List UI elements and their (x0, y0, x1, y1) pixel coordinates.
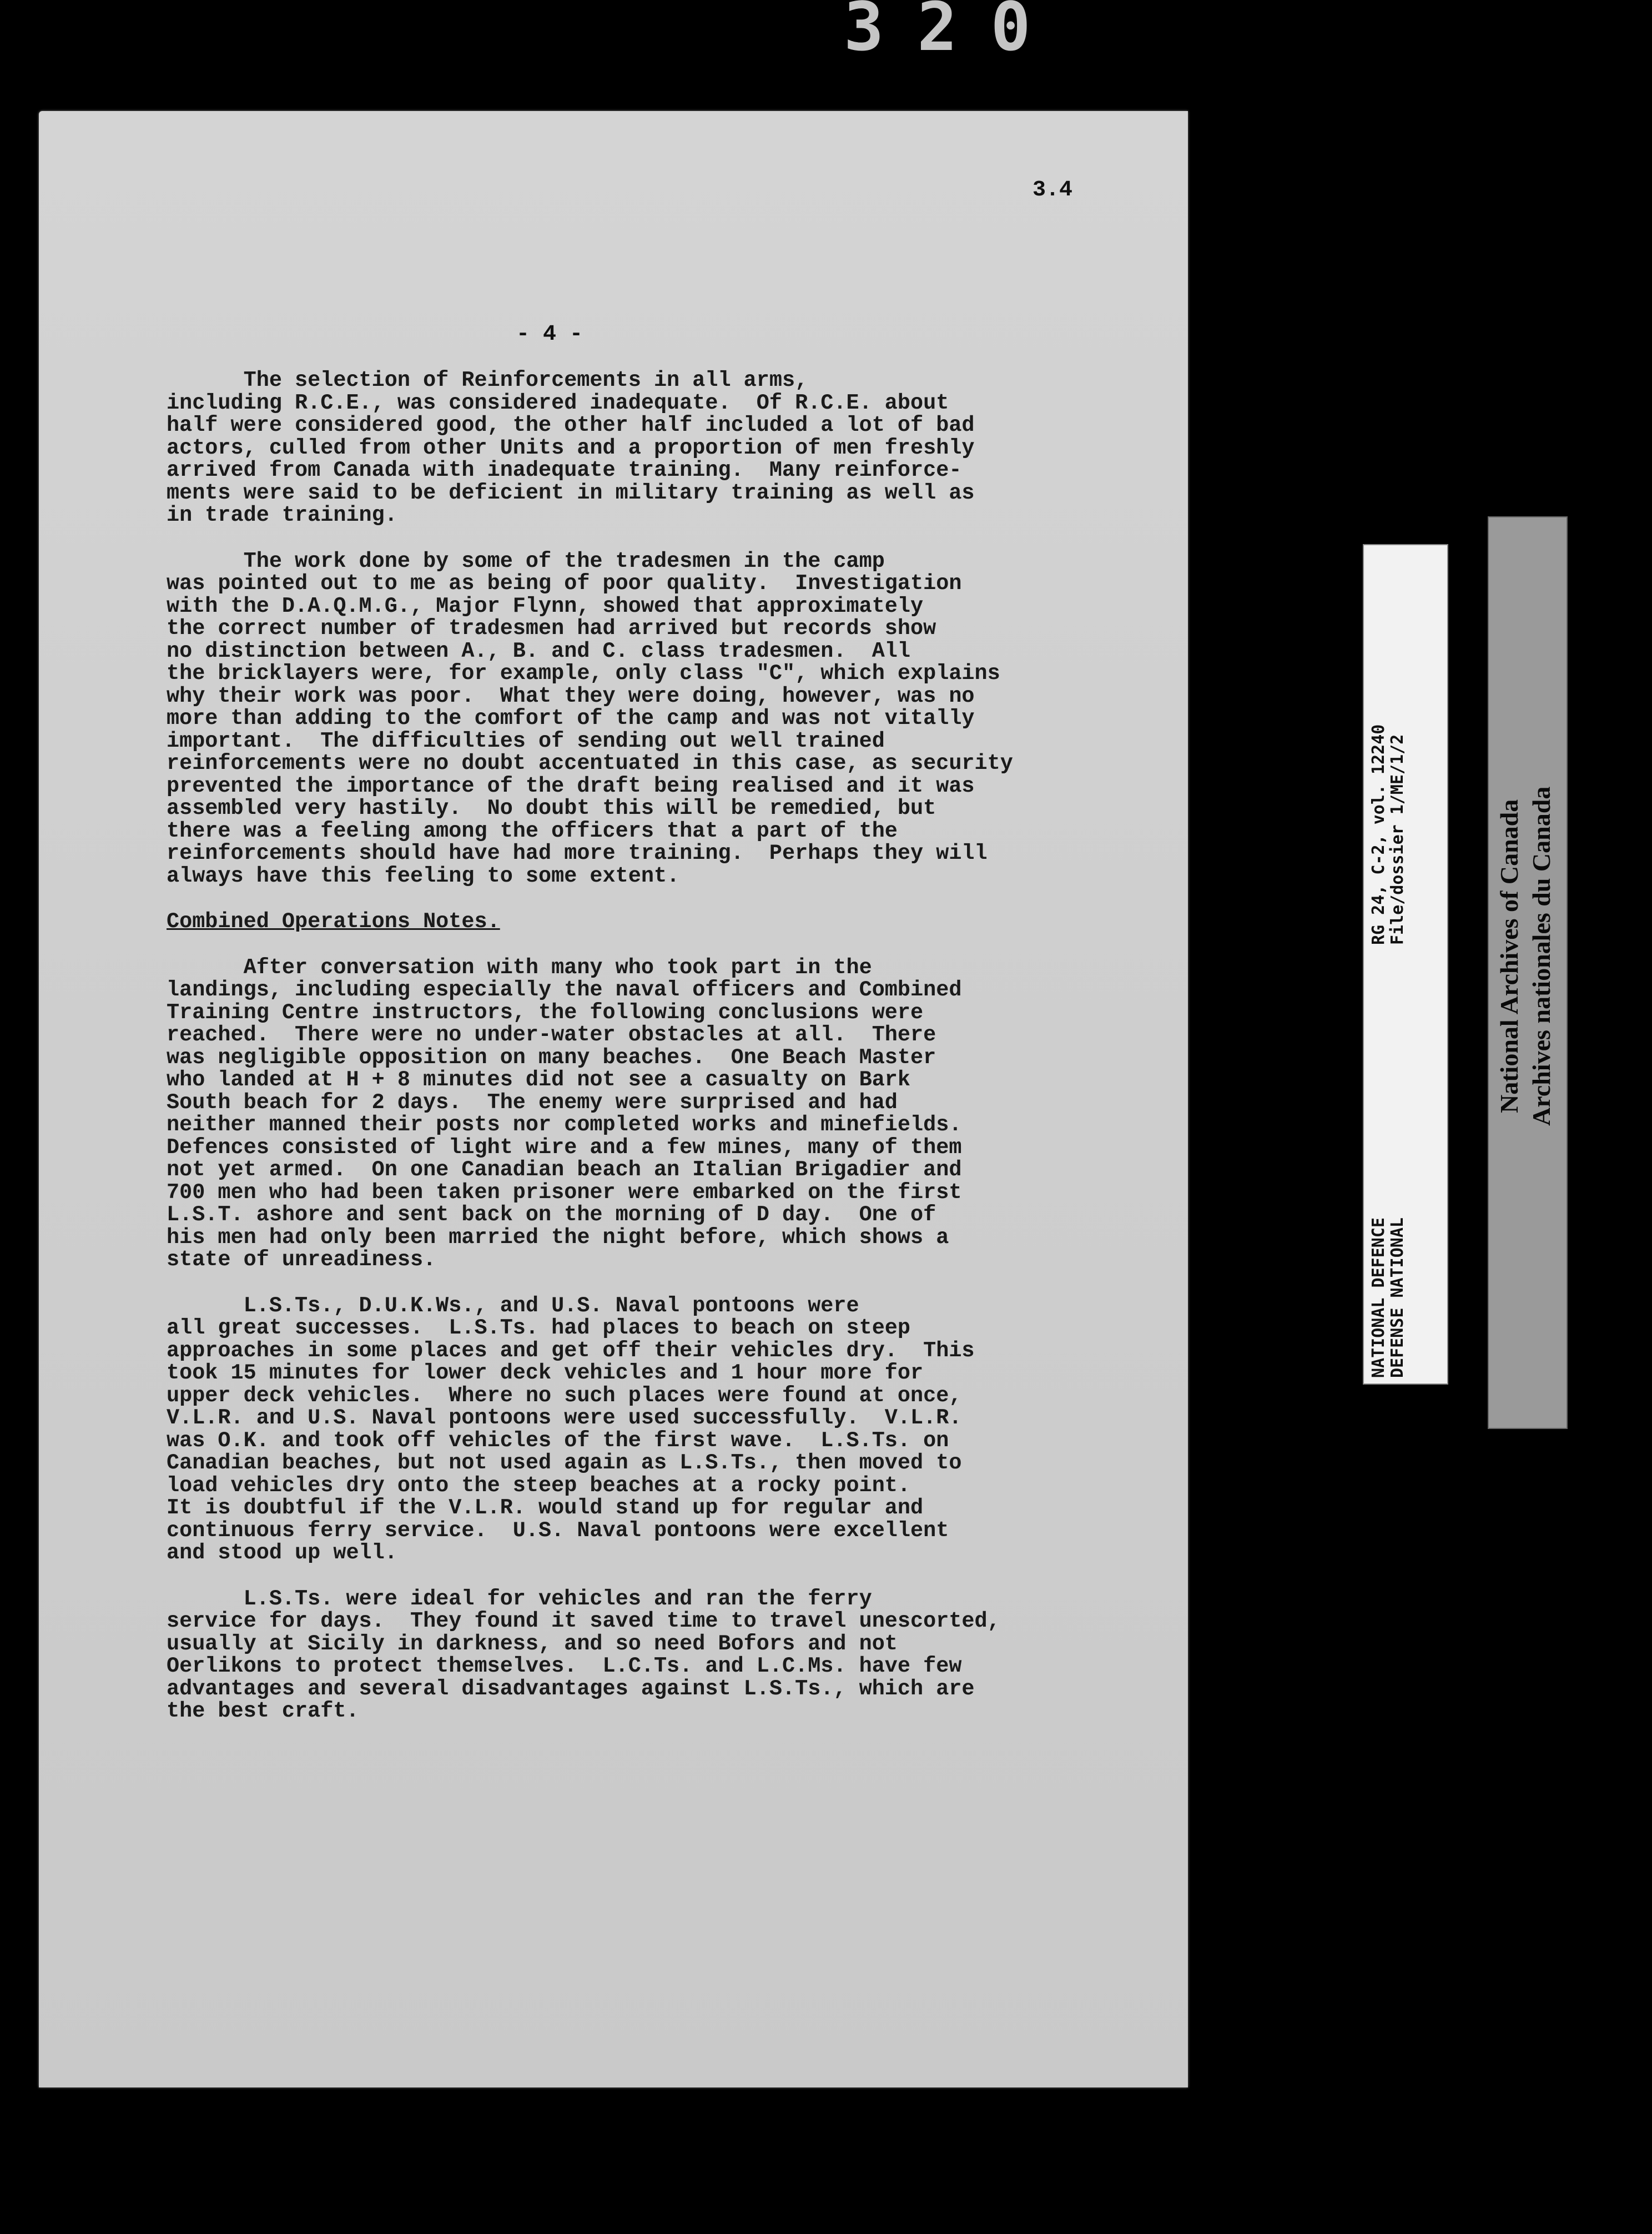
department-line-2: DEFENSE NATIONAL (1388, 1217, 1407, 1378)
document-body (167, 369, 1121, 1746)
paragraph-lsts-dukws: L.S.Ts., D.U.K.Ws., and U.S. Naval pontoons were all great successes. L.S.Ts. had places to beach on steep approaches in some places and get off their vehicles dry. This took 15 minutes for lower deck vehicles and 1 hour more for upper deck vehicles. Where no such places were found at once, V.L.R. and U.S. Naval pontoons were used successfully. V.L.R. was O.K. and took off vehicles of the first wave. L.S.Ts. on Canadian beaches, but not used again as L.S.Ts., then moved to load vehicles dry onto the steep beaches at a rocky point. It is doubtful if the V.L.R. would stand up for regular and continuous ferry service. U.S. Naval pontoons were excellent and stood up well. (167, 1293, 975, 1565)
reference-line-1: RG 24, C-2, vol. 12240 (1369, 724, 1388, 945)
archives-stamp-line-1: National Archives of Canada (1495, 799, 1523, 1113)
section-heading-combined-operations: Combined Operations Notes. (167, 909, 500, 934)
archives-stamp-line-2: Archives nationales du Canada (1527, 786, 1555, 1126)
archive-reference-label (1369, 556, 1442, 945)
page-corner-mark: 3.4 (1032, 178, 1073, 203)
paragraph-lsts-ferry: L.S.Ts. were ideal for vehicles and ran the ferry service for days. They found it saved time to travel unescorted, usually at Sicily in darkness, and so need Bofors and not Oerlikons to protect themselves. L.C.Ts. and L.C.Ms. have few advantages and several disadvantages against L.S.Ts., which are the best craft. (167, 1586, 1000, 1723)
reference-line-2: File/dossier 1/ME/1/2 (1388, 734, 1407, 945)
department-line-1: NATIONAL DEFENCE (1369, 1217, 1388, 1378)
document-page (39, 111, 1188, 2087)
page-number: - 4 - (516, 322, 583, 347)
paragraph-landings: After conversation with many who took part in the landings, including especially the naval officers and Combined Training Centre instructors, the following conclusions were reached. There were no under-water obstacles at all. There was negligible opposition on many beaches. One Beach Master who landed at H + 8 minutes did not see a casualty on Bark South beach for 2 days. The enemy were surprised and had neither manned their posts nor completed works and minefields. Defences consisted of light wire and a few mines, many of them not yet armed. On one Canadian beach an Italian Brigadier and 700 men who had been taken prisoner were embarked on the first L.S.T. ashore and sent back on the morning of D day. One of his men had only been married the night before, which shows a state of unreadiness. (167, 955, 962, 1272)
national-archives-stamp (1493, 706, 1562, 1206)
national-archives-tab (1488, 516, 1568, 1429)
archive-reference-tab (1363, 544, 1448, 1385)
department-label (1369, 1100, 1442, 1378)
microfilm-frame-number: 320 (844, 0, 1064, 66)
paragraph-reinforcements: The selection of Reinforcements in all arms, including R.C.E., was considered inadequate. Of R.C.E. about half were considered good, the other half included a lot of bad actors, culled from other Units and a proportion of men freshly arrived from Canada with inadequate training. Many reinforce- ments were said to be deficient in military training as well as in trade training. (167, 368, 975, 527)
paragraph-tradesmen: The work done by some of the tradesmen in the camp was pointed out to me as being of poor quality. Investigation with the D.A.Q.M.G., Major Flynn, showed that approximately the correct number of tradesmen had arrived but records show no distinction between A., B. and C. class tradesmen. All the bricklayers were, for example, only class "C", which explains why their work was poor. What they were doing, however, was no more than adding to the comfort of the camp and was not vitally important. The difficulties of sending out well trained reinforcements were no doubt accentuated in this case, as security prevented the importance of the draft being realised and it was assembled very hastily. No doubt this will be remedied, but there was a feeling among the officers that a part of the reinforcements should have had more training. Perhaps they will always have this feeling to some extent. (167, 549, 1013, 888)
